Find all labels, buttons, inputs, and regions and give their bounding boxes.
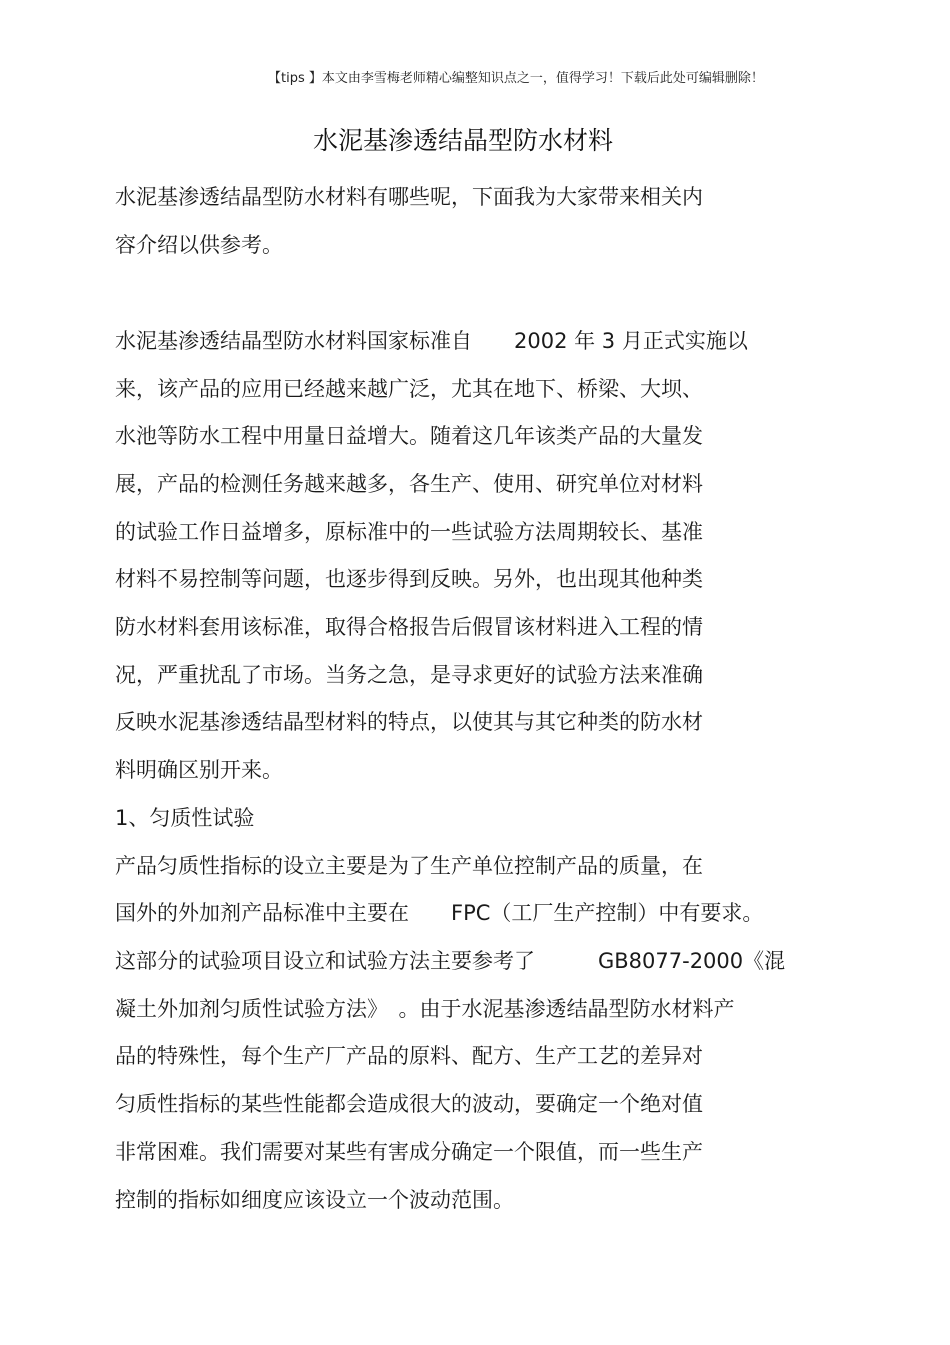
paragraph-line: 产品匀质性指标的设立主要是为了生产单位控制产品的质量，在 (115, 854, 703, 878)
tips-banner: 【tips 】本文由李雪梅老师精心编整知识点之一，值得学习！下载后此处可编辑删除！ (268, 71, 764, 86)
page-title: 水泥基渗透结晶型防水材料 (312, 126, 613, 155)
paragraph-line: 防水材料套用该标准，取得合格报告后假冒该材料进入工程的情 (115, 615, 703, 639)
paragraph-line: 料明确区别开来。 (115, 758, 283, 782)
intro-line: 水泥基渗透结晶型防水材料有哪些呢，下面我为大家带来相关内 (115, 185, 703, 209)
paragraph-line: 品的特殊性，每个生产厂产品的原料、配方、生产工艺的差异对 (115, 1044, 703, 1068)
paragraph-line: 材料不易控制等问题，也逐步得到反映。另外，也出现其他种类 (115, 567, 703, 591)
paragraph-line: 况，严重扰乱了市场。当务之急，是寻求更好的试验方法来准确 (115, 663, 703, 687)
paragraph-line: 来，该产品的应用已经越来越广泛，尤其在地下、桥梁、大坝、 (115, 377, 703, 401)
section-heading: 1、匀质性试验 (115, 806, 255, 830)
intro-line: 容介绍以供参考。 (115, 233, 283, 257)
paragraph-line: 反映水泥基渗透结晶型材料的特点，以使其与其它种类的防水材 (115, 710, 703, 734)
paragraph-line: 凝土外加剂匀质性试验方法》 。由于水泥基渗透结晶型防水材料产 (115, 997, 735, 1021)
paragraph-line: 水池等防水工程中用量日益增大。随着这几年该类产品的大量发 (115, 424, 703, 448)
paragraph-line: 匀质性指标的某些性能都会造成很大的波动，要确定一个绝对值 (115, 1092, 703, 1116)
paragraph-line: 国外的外加剂产品标准中主要在 FPC（工厂生产控制）中有要求。 (115, 901, 764, 925)
paragraph-line: 这部分的试验项目设立和试验方法主要参考了 GB8077-2000《混 (115, 949, 786, 973)
paragraph-line: 控制的指标如细度应该设立一个波动范围。 (115, 1188, 514, 1212)
paragraph-line: 的试验工作日益增多，原标准中的一些试验方法周期较长、基准 (115, 520, 703, 544)
paragraph-line: 展，产品的检测任务越来越多，各生产、使用、研究单位对材料 (115, 472, 703, 496)
paragraph-line: 非常困难。我们需要对某些有害成分确定一个限值，而一些生产 (115, 1140, 703, 1164)
paragraph-line: 水泥基渗透结晶型防水材料国家标准自 2002 年 3 月正式实施以 (115, 329, 748, 353)
